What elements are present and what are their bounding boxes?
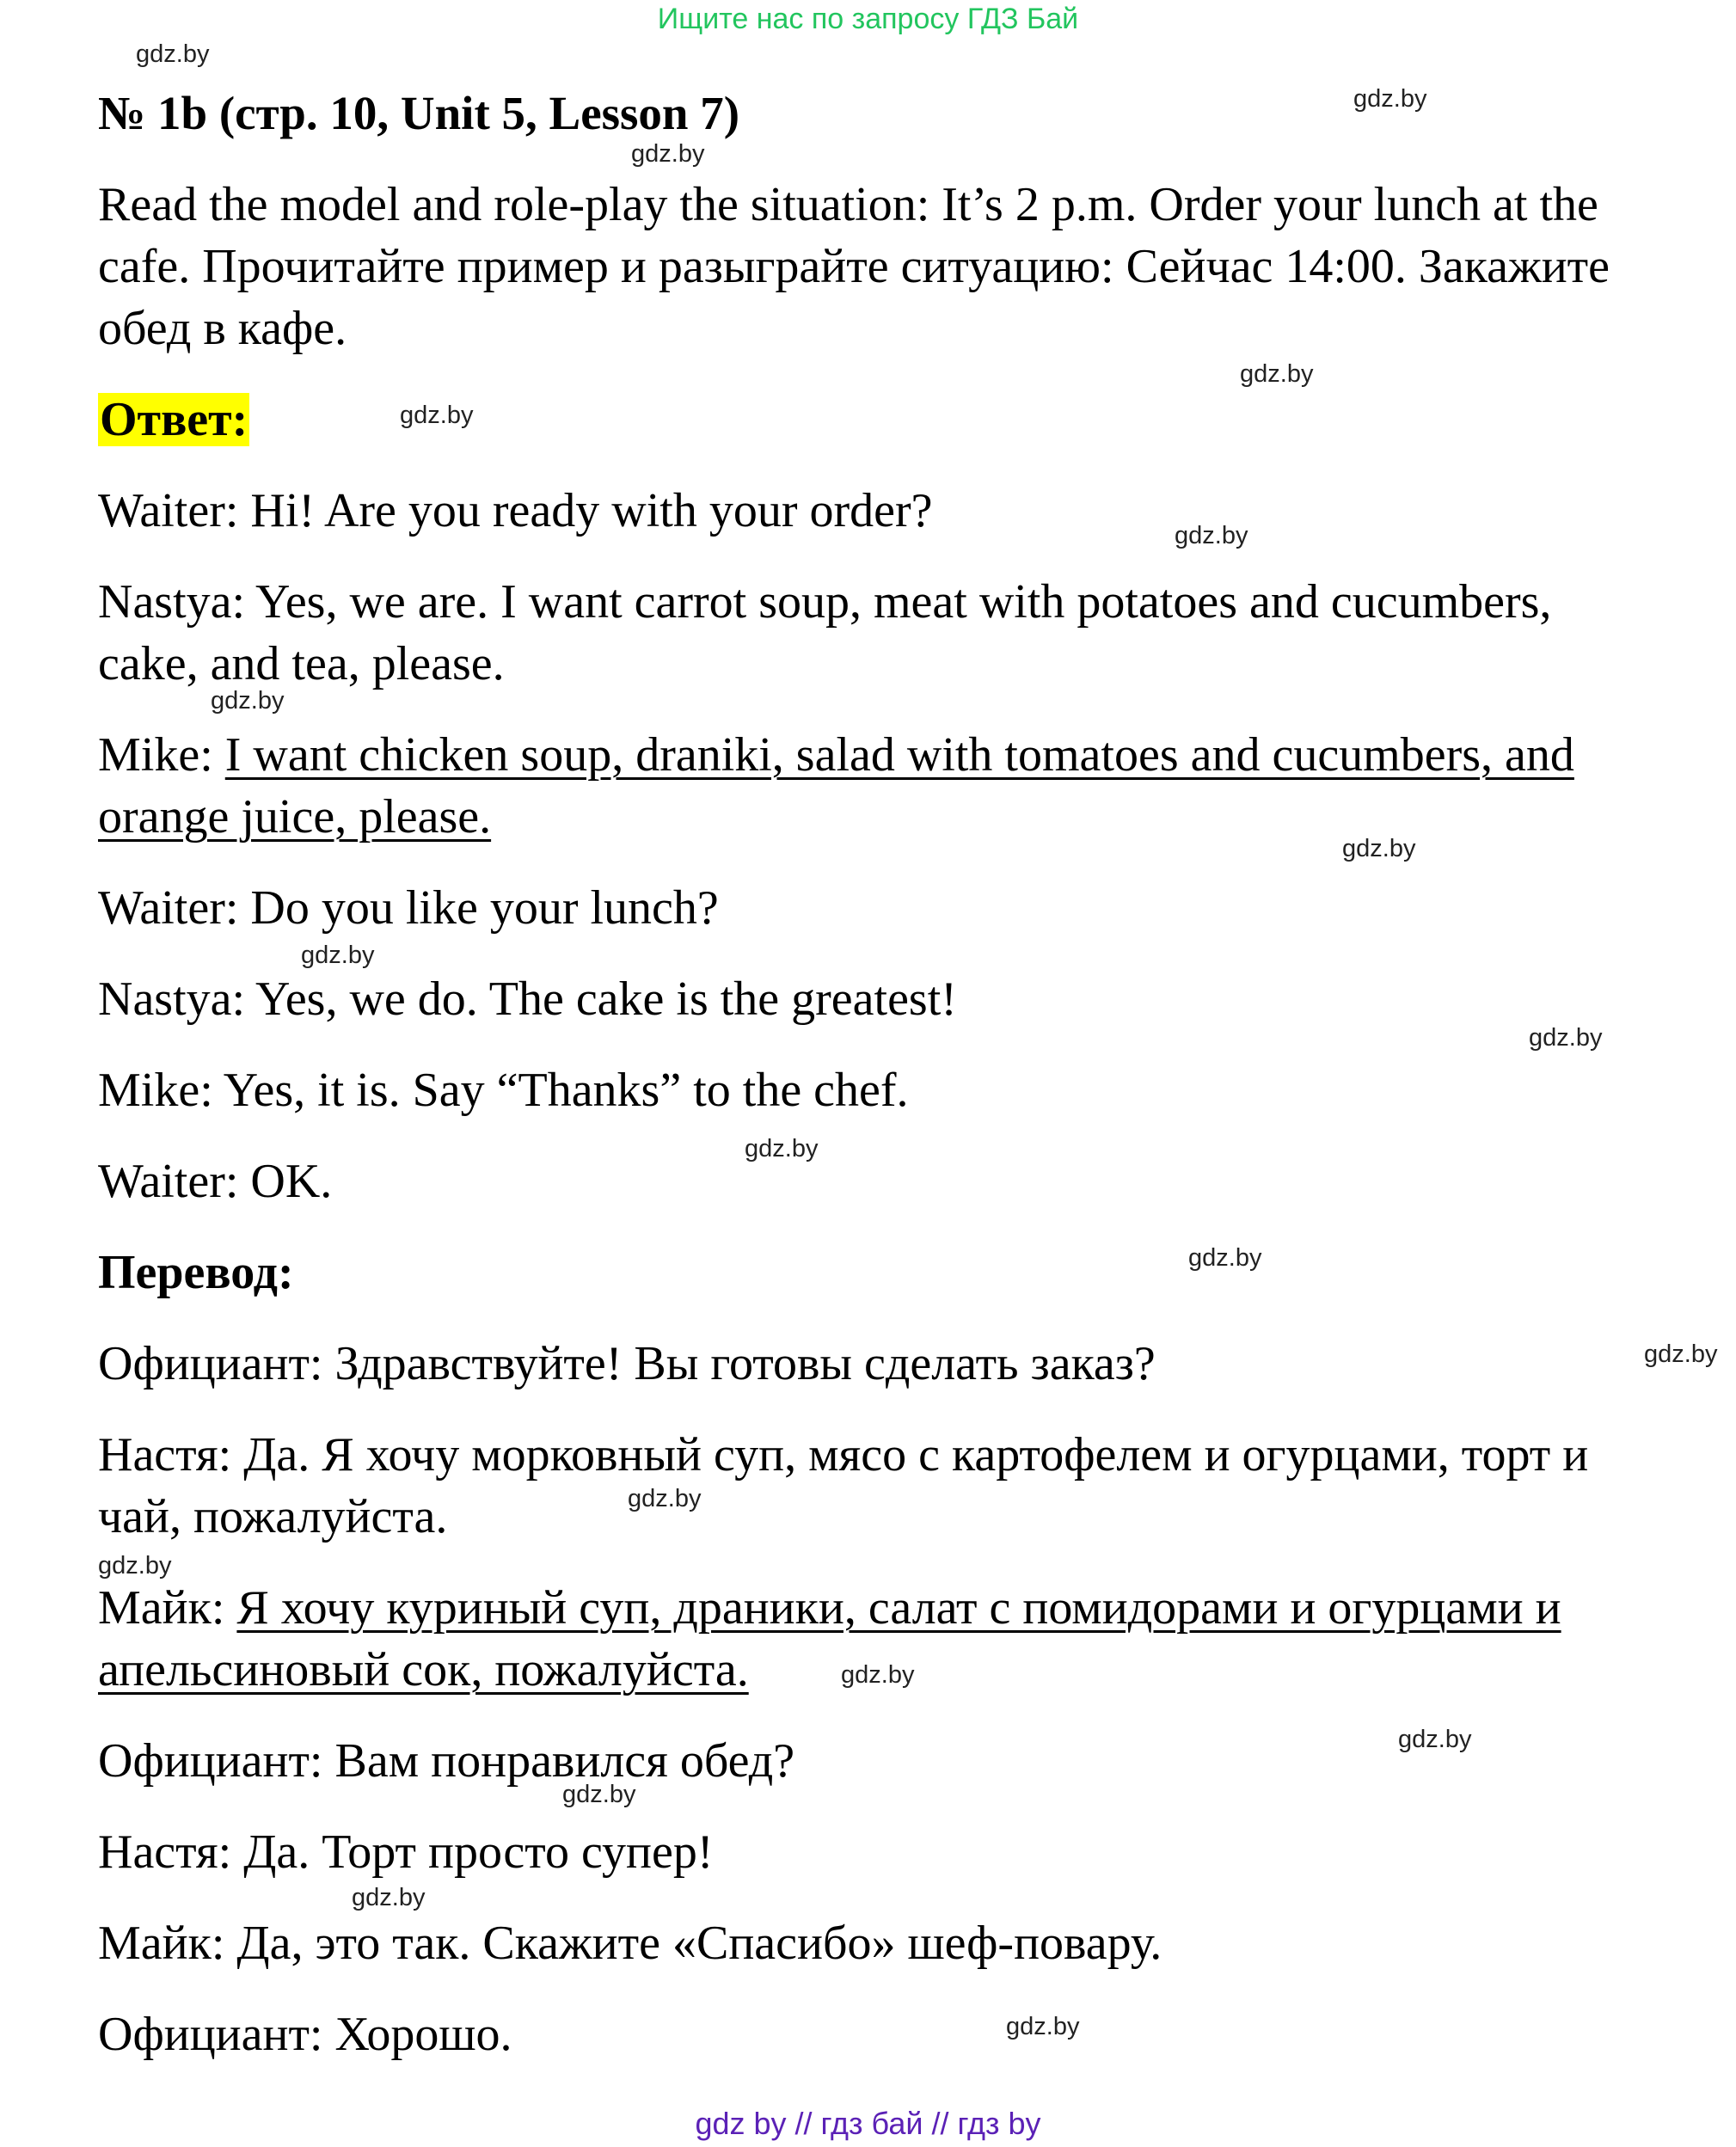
translation-line (98, 1639, 749, 1701)
dialogue-line: cake, and tea, please. (98, 637, 505, 690)
watermark: gdz.by (98, 1552, 172, 1580)
dialogue-line: Nastya: Yes, we do. The cake is the greatest! (98, 972, 957, 1026)
watermark: gdz.by (841, 1661, 915, 1689)
translation-line: Майк: Да, это так. Скажите «Спасибо» шеф-повару. (98, 1917, 1162, 1970)
translation-line: Официант: Хорошо. (98, 2008, 512, 2061)
dialogue-line (98, 724, 1574, 786)
watermark: gdz.by (301, 942, 375, 969)
watermark: gdz.by (628, 1485, 702, 1512)
watermark: gdz.by (1240, 360, 1314, 388)
underlined-answer: I want chicken soup, draniki, salad with tomatoes and cucumbers, and (224, 728, 1574, 782)
underlined-answer: Я хочу куриный суп, драники, салат с помидорами и огурцами и (236, 1581, 1561, 1635)
task-text: Read the model and role-play the situation: It’s 2 p.m. Order your lunch at the cafe. Прочитайте пример и разыграйте ситуацию: Сейчас 14:00. Закажите обед в кафе. (98, 178, 1610, 355)
translation-line: Официант: Здравствуйте! Вы готовы сделать заказ? (98, 1337, 1156, 1390)
watermark: gdz.by (1398, 1726, 1472, 1753)
page-title: № 1b (стр. 10, Unit 5, Lesson 7) (98, 87, 740, 139)
speaker-label: Mike: (98, 728, 225, 782)
translation-line: Официант: Вам понравился обед? (98, 1734, 795, 1788)
underlined-answer: orange juice, please. (98, 790, 492, 843)
dialogue-line: Waiter: Do you like your lunch? (98, 881, 719, 935)
watermark: gdz.by (211, 687, 285, 715)
watermark: gdz.by (1175, 522, 1248, 549)
translation-line: Настя: Да. Я хочу морковный суп, мясо с картофелем и огурцами, торт и (98, 1428, 1589, 1481)
promo-link[interactable]: Ищите нас по запросу ГДЗ Бай (657, 3, 1079, 35)
watermark: gdz.by (352, 1884, 426, 1911)
dialogue-line: Nastya: Yes, we are. I want carrot soup, meat with potatoes and cucumbers, (98, 575, 1552, 629)
watermark: gdz.by (1342, 835, 1416, 862)
answer-label: Ответ: (100, 393, 248, 446)
speaker-label: Майк: (98, 1581, 237, 1635)
watermark: gdz.by (1644, 1340, 1718, 1368)
dialogue-line: Waiter: Hi! Are you ready with your order? (98, 484, 933, 537)
watermark: gdz.by (1353, 85, 1427, 113)
watermark: gdz.by (631, 140, 705, 168)
watermark: gdz.by (1188, 1244, 1262, 1272)
footer-links[interactable]: gdz by // гдз бай // гдз by (695, 2106, 1041, 2141)
watermark: gdz.by (400, 402, 474, 429)
dialogue-line: Mike: Yes, it is. Say “Thanks” to the chef. (98, 1064, 909, 1117)
watermark: gdz.by (136, 40, 210, 68)
translation-line: чай, пожалуйста. (98, 1490, 448, 1543)
underlined-answer: апельсиновый сок, пожалуйста. (98, 1643, 749, 1696)
answer-heading (98, 389, 249, 451)
translation-heading: Перевод: (98, 1246, 294, 1299)
watermark: gdz.by (562, 1781, 636, 1808)
watermark: gdz.by (1529, 1024, 1603, 1052)
dialogue-line: Waiter: OK. (98, 1155, 333, 1208)
watermark: gdz.by (1006, 2013, 1080, 2040)
dialogue-line (98, 786, 491, 848)
translation-line (98, 1577, 1561, 1639)
translation-line: Настя: Да. Торт просто супер! (98, 1825, 714, 1879)
watermark: gdz.by (745, 1135, 819, 1162)
